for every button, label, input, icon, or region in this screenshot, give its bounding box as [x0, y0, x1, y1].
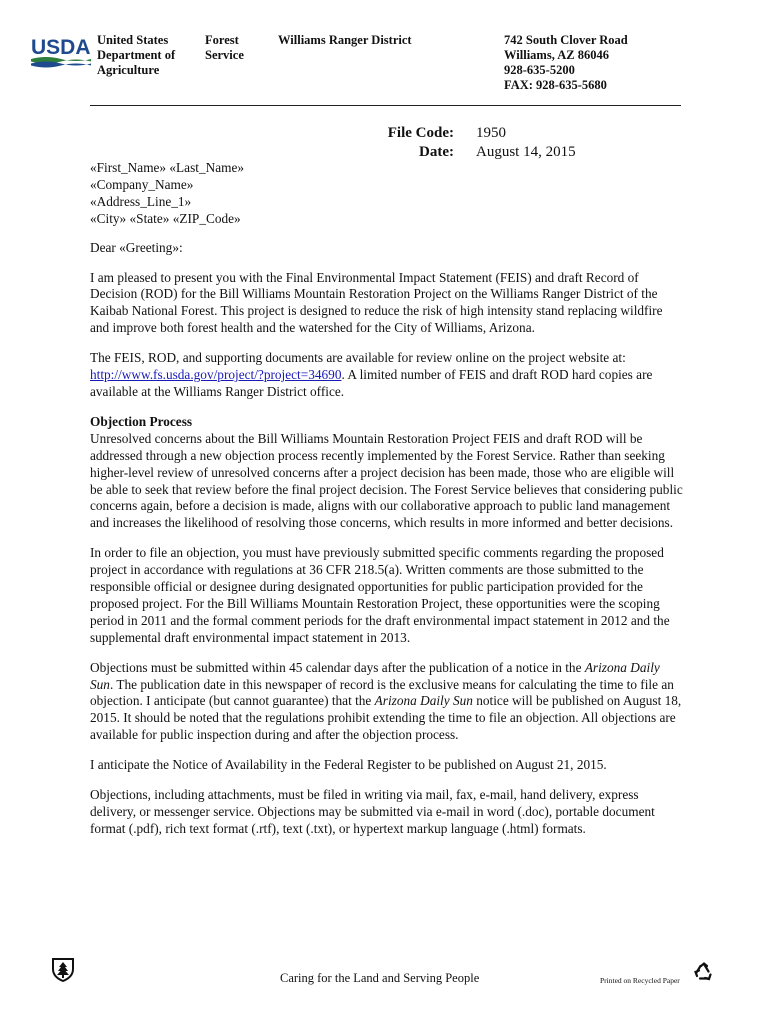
timing-text-2: . The publication date in this newspaper of record is the exclusive means for calculating the time to file an objection. I anticipate (but cannot guarantee) that the [90, 676, 674, 709]
office-address [504, 33, 704, 93]
recipient-address [90, 160, 685, 228]
filing-paragraph: Objections, including attachments, must be filed in writing via mail, fax, e-mail, hand delivery, express delivery, or messenger service. Objections may be submitted via e-mail in word (.doc), portable document format (.pdf), rich text format (.rtf), text (.txt), or hypertext markup language (.html) formats. [90, 787, 655, 836]
recycled-paper-note: Printed on Recycled Paper [600, 976, 680, 985]
recipient-company: «Company_Name» [90, 176, 194, 192]
eligibility-paragraph: In order to file an objection, you must have previously submitted specific comments regarding the proposed project in accordance with regulations at 36 CFR 218.5(a). Written comments are those submitted to the responsible official or designee during designated opportunities for public participation provided for the proposed project. For the Bill Williams Mountain Restoration Project, these opportunities were the scoping period in 2011 and the formal comment periods for the draft environmental impact statement in 2012 and the supplemental draft environmental impact statement in 2013. [90, 545, 670, 645]
department-name [97, 33, 192, 78]
agency-name [205, 33, 265, 63]
recipient-street: «Address_Line_1» [90, 193, 192, 209]
address-phone: 928-635-5200 [504, 63, 575, 77]
usda-logo [31, 34, 91, 68]
address-fax: FAX: 928-635-5680 [504, 78, 607, 92]
file-code-label: File Code: [387, 125, 454, 141]
header-divider [90, 105, 681, 106]
forest-service-shield-icon [50, 956, 76, 982]
address-city: Williams, AZ 86046 [504, 48, 609, 62]
recipient-name: «First_Name» «Last_Name» [90, 160, 244, 175]
usda-logo-text: USDA [31, 36, 91, 59]
availability-paragraph [90, 350, 685, 401]
intro-paragraph: I am pleased to present you with the Final Environmental Impact Statement (FEIS) and draft Record of Decision (ROD) for the Bill Williams Mountain Restoration Project on the Williams Ranger District of the Kaibab National Forest. This project is designed to reduce the risk of high intensity stand replacing wildfire and improve both forest health and the watershed for the City of Williams, Arizona. [90, 269, 663, 336]
timing-text-1: Objections must be submitted within 45 calendar days after the publication of a notice in the [90, 659, 585, 675]
letter-body [90, 160, 685, 851]
date-value: August 14, 2015 [476, 144, 576, 160]
timing-paragraph [90, 660, 685, 745]
project-website-link[interactable]: http://www.fs.usda.gov/project/?project=34690 [90, 367, 342, 383]
date-label: Date: [419, 144, 454, 160]
federal-register-paragraph: I anticipate the Notice of Availability in the Federal Register to be published on August 21, 2015. [90, 757, 607, 773]
department-line-2: Department of [97, 48, 176, 62]
address-street: 742 South Clover Road [504, 33, 628, 47]
timing-text-3: notice will be published on August 18, 2015. It should be noted that the regulations prohibit extending the time to file an objection. All objections are available for public inspection during and after the objection process. [90, 693, 682, 743]
agency-line-1: Forest [205, 33, 239, 47]
objection-process-paragraph: Unresolved concerns about the Bill Williams Mountain Restoration Project FEIS and draft ROD will be addressed through a new objection process recently implemented by the Forest Service. Rather than seeking higher-level review of unresolved concerns after a project decision has been made, those who are eligible will be able to seek that review before the final project decision. The Forest Service believes that considering public concerns again, before a decision is made, aligns with our collaborative approach to public land management and increases the likelihood of resolving those concerns, which results in more informed and better decisions. [90, 430, 683, 531]
recipient-city: «City» «State» «ZIP_Code» [90, 210, 241, 226]
newspaper-name: Arizona Daily Sun [90, 659, 660, 692]
footer-motto: Caring for the Land and Serving People [280, 971, 480, 985]
recycle-icon [694, 962, 714, 982]
newspaper-name-2: Arizona Daily Sun [374, 693, 473, 709]
department-line-3: Agriculture [97, 63, 160, 77]
file-code-value: 1950 [476, 125, 506, 141]
objection-process-heading: Objection Process [90, 413, 193, 429]
agency-line-2: Service [205, 48, 244, 62]
district-name: Williams Ranger District [278, 33, 412, 47]
department-line-1: United States [97, 33, 169, 47]
availability-text-end: . A limited number of FEIS and draft ROD hard copies are available at the Williams Ranger District office. [90, 367, 653, 399]
greeting: Dear «Greeting»: [90, 239, 183, 255]
availability-text: The FEIS, ROD, and supporting documents are available for review online on the project website at: [90, 350, 626, 366]
